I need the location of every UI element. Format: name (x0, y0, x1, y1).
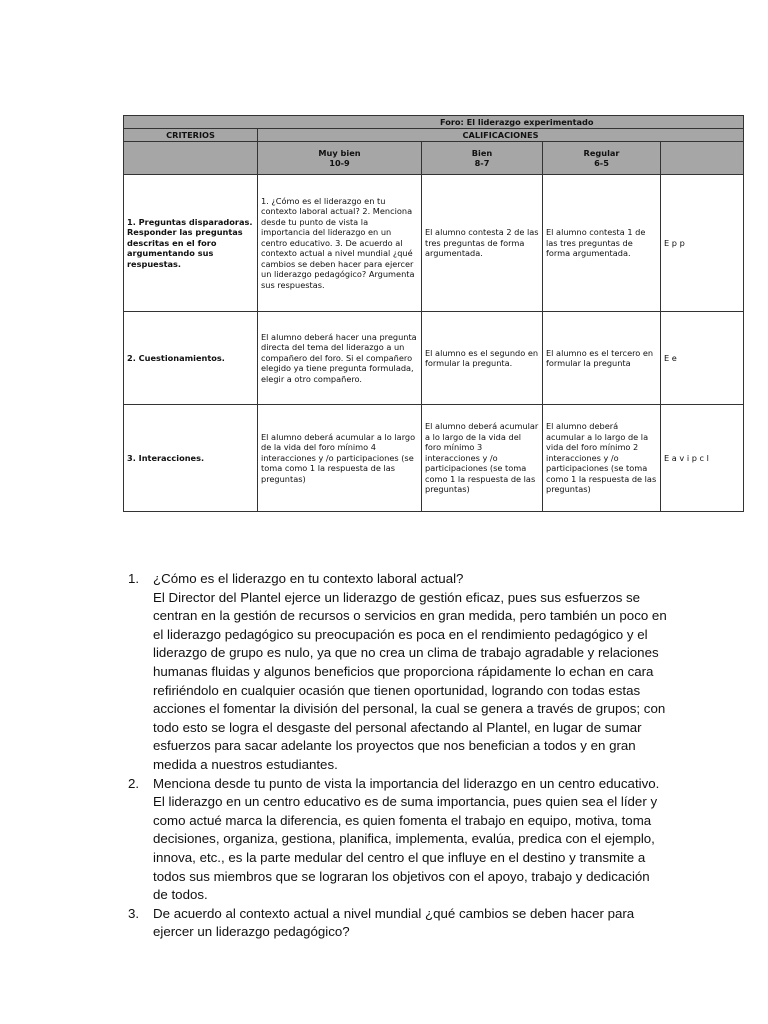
question-text: ¿Cómo es el liderazgo en tu contexto laboral actual? (153, 571, 464, 586)
level-header: Bien 8-7 (422, 142, 543, 175)
level-header: Muy bien 10-9 (258, 142, 422, 175)
rubric-title: Foro: El liderazgo experimentado (124, 116, 744, 129)
rubric-row (124, 312, 744, 405)
rubric-cell-cut: E e (661, 312, 744, 405)
rubric-cell: El alumno deberá acumular a lo largo de la vida del foro mínimo 3 interacciones y /o participaciones (se toma como 1 la respuesta de las preguntas) (422, 405, 543, 512)
list-item (128, 905, 668, 942)
question-list (128, 570, 668, 942)
rubric-cell: El alumno es el tercero en formular la pregunta (543, 312, 661, 405)
rubric-cell: El alumno contesta 2 de las tres preguntas de forma argumentada. (422, 175, 543, 312)
item-number: 3. (128, 905, 140, 921)
question-text: Menciona desde tu punto de vista la importancia del liderazgo en un centro educativo. (153, 775, 660, 791)
list-item (128, 570, 668, 775)
level-header: Regular 6-5 (543, 142, 661, 175)
rubric-cell-cut: E p p (661, 175, 744, 312)
rubric-cell: El alumno contesta 1 de las tres preguntas de forma argumentada. (543, 175, 661, 312)
grades-header: CALIFICACIONES (258, 129, 744, 142)
rubric-cell-cut: E a v i p c l (661, 405, 744, 512)
rubric-cell: El alumno deberá acumular a lo largo de la vida del foro mínimo 4 interacciones y /o participaciones (se toma como 1 la respuesta de las preguntas) (258, 405, 422, 512)
criteria-header: CRITERIOS (124, 129, 258, 142)
rubric-row (124, 175, 744, 312)
criteria-subheader-blank (124, 142, 258, 175)
answer-text: El liderazgo en un centro educativo es de suma importancia, pues quien sea el líder y como actué marca la diferencia, es quien fomenta el trabajo en equipo, motiva, toma decisiones, organiza, gestiona, planifica, implementa, evalúa, predica con el ejemplo, innova, etc., es la parte medular del centro el que influye en el destino y transmite a todos sus miembros que se lograran los objetivos con el apoyo, trabajo y dedicación de todos. (153, 794, 658, 903)
criterion-cell: 3. Interacciones. (124, 405, 258, 512)
rubric-row (124, 405, 744, 512)
item-number: 2. (128, 775, 140, 791)
rubric-cell: El alumno deberá acumular a lo largo de la vida del foro mínimo 2 interacciones y /o participaciones (se toma como 1 la respuesta de las preguntas) (543, 405, 661, 512)
rubric-cell: El alumno deberá hacer una pregunta directa del tema del liderazgo a un compañero del foro. Si el compañero elegido ya tiene pregunta formulada, elegir a otro compañero. (258, 312, 422, 405)
answers-section (128, 570, 668, 942)
level-header-cut (661, 142, 744, 175)
answer-text: El Director del Plantel ejerce un liderazgo de gestión eficaz, pues sus esfuerzos se centran en la gestión de recursos o servicios en gran medida, pero también un poco en el liderazgo pedagógico su preocupación es poca en el rendimiento pedagógico y el liderazgo de grupo es nulo, ya que no crea un clima de trabajo agradable y relaciones humanas fluidas y algunos beneficios que proporciona rápidamente lo echan en cara refiriéndolo en cualquier ocasión que tienen oportunidad, logrando con todas estas acciones el fomentar la división del personal, la cual se genera a través de grupos; con todo esto se logra el desgaste del personal afectando al Plantel, en lugar de sumar esfuerzos para sacar adelante los proyectos que nos benefician a todos y en gran medida a nuestros estudiantes. (153, 589, 667, 772)
criterion-cell: 2. Cuestionamientos. (124, 312, 258, 405)
criterion-cell: 1. Preguntas disparadoras. Responder las preguntas descritas en el foro argumentando sus respuestas. (124, 175, 258, 312)
rubric-table-image (123, 115, 709, 514)
item-number: 1. (128, 571, 140, 586)
rubric-cell: 1. ¿Cómo es el liderazgo en tu contexto laboral actual? 2. Menciona desde tu punto de vista la importancia del liderazgo en un centro educativo. 3. De acuerdo al contexto actual a nivel mundial ¿qué cambios se deben hacer para ejercer un liderazgo pedagógico? Argumenta sus respuestas. (258, 175, 422, 312)
rubric-cell: El alumno es el segundo en formular la pregunta. (422, 312, 543, 405)
rubric-table (123, 115, 744, 512)
list-item (128, 775, 668, 905)
question-text: De acuerdo al contexto actual a nivel mundial ¿qué cambios se deben hacer para ejercer un liderazgo pedagógico? (153, 905, 635, 940)
